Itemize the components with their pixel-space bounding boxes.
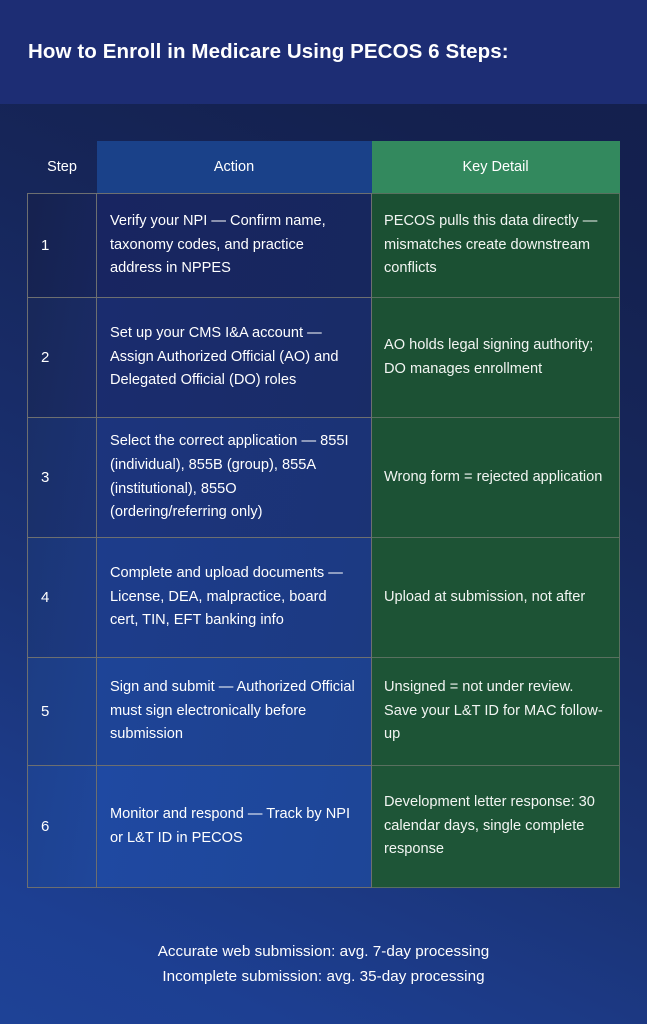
steps-table-container <box>27 141 619 888</box>
page-title: How to Enroll in Medicare Using PECOS 6 Steps: <box>28 39 509 63</box>
cell-action: Select the correct application — 855I (individual), 855B (group), 855A (institutional), 855O (ordering/referring only) <box>97 418 372 538</box>
cell-step: 1 <box>28 194 97 298</box>
column-header-step: Step <box>47 159 77 175</box>
cell-key-detail: PECOS pulls this data directly — mismatches create downstream conflicts <box>372 194 620 298</box>
table-row <box>28 658 620 766</box>
cell-step: 3 <box>28 418 97 538</box>
cell-step: 5 <box>28 658 97 766</box>
table-row <box>28 538 620 658</box>
table-body <box>28 194 620 888</box>
column-header-key-detail: Key Detail <box>372 141 620 194</box>
cell-action: Sign and submit — Authorized Official must sign electronically before submission <box>97 658 372 766</box>
table-header-row <box>28 141 620 194</box>
cell-action: Complete and upload documents — License, DEA, malpractice, board cert, TIN, EFT banking info <box>97 538 372 658</box>
table-row <box>28 766 620 888</box>
cell-action: Monitor and respond — Track by NPI or L&T ID in PECOS <box>97 766 372 888</box>
table-row <box>28 194 620 298</box>
column-header-action: Action <box>97 141 372 194</box>
cell-action: Set up your CMS I&A account — Assign Authorized Official (AO) and Delegated Official (DO) roles <box>97 298 372 418</box>
steps-table <box>27 141 620 888</box>
cell-step: 2 <box>28 298 97 418</box>
cell-step: 4 <box>28 538 97 658</box>
cell-key-detail: Wrong form = rejected application <box>372 418 620 538</box>
cell-key-detail: AO holds legal signing authority; DO manages enrollment <box>372 298 620 418</box>
title-bar <box>0 0 647 104</box>
table-row <box>28 298 620 418</box>
cell-key-detail: Unsigned = not under review. Save your L&T ID for MAC follow-up <box>372 658 620 766</box>
footer <box>0 940 647 989</box>
cell-step: 6 <box>28 766 97 888</box>
table-header <box>28 141 620 194</box>
footer-line-accurate: Accurate web submission: avg. 7-day processing <box>157 943 490 960</box>
footer-line-incomplete: Incomplete submission: avg. 35-day processing <box>162 967 485 985</box>
cell-action: Verify your NPI — Confirm name, taxonomy codes, and practice address in NPPES <box>97 194 372 298</box>
cell-key-detail: Development letter response: 30 calendar days, single complete response <box>372 766 620 888</box>
cell-key-detail: Upload at submission, not after <box>372 538 620 658</box>
table-row <box>28 418 620 538</box>
